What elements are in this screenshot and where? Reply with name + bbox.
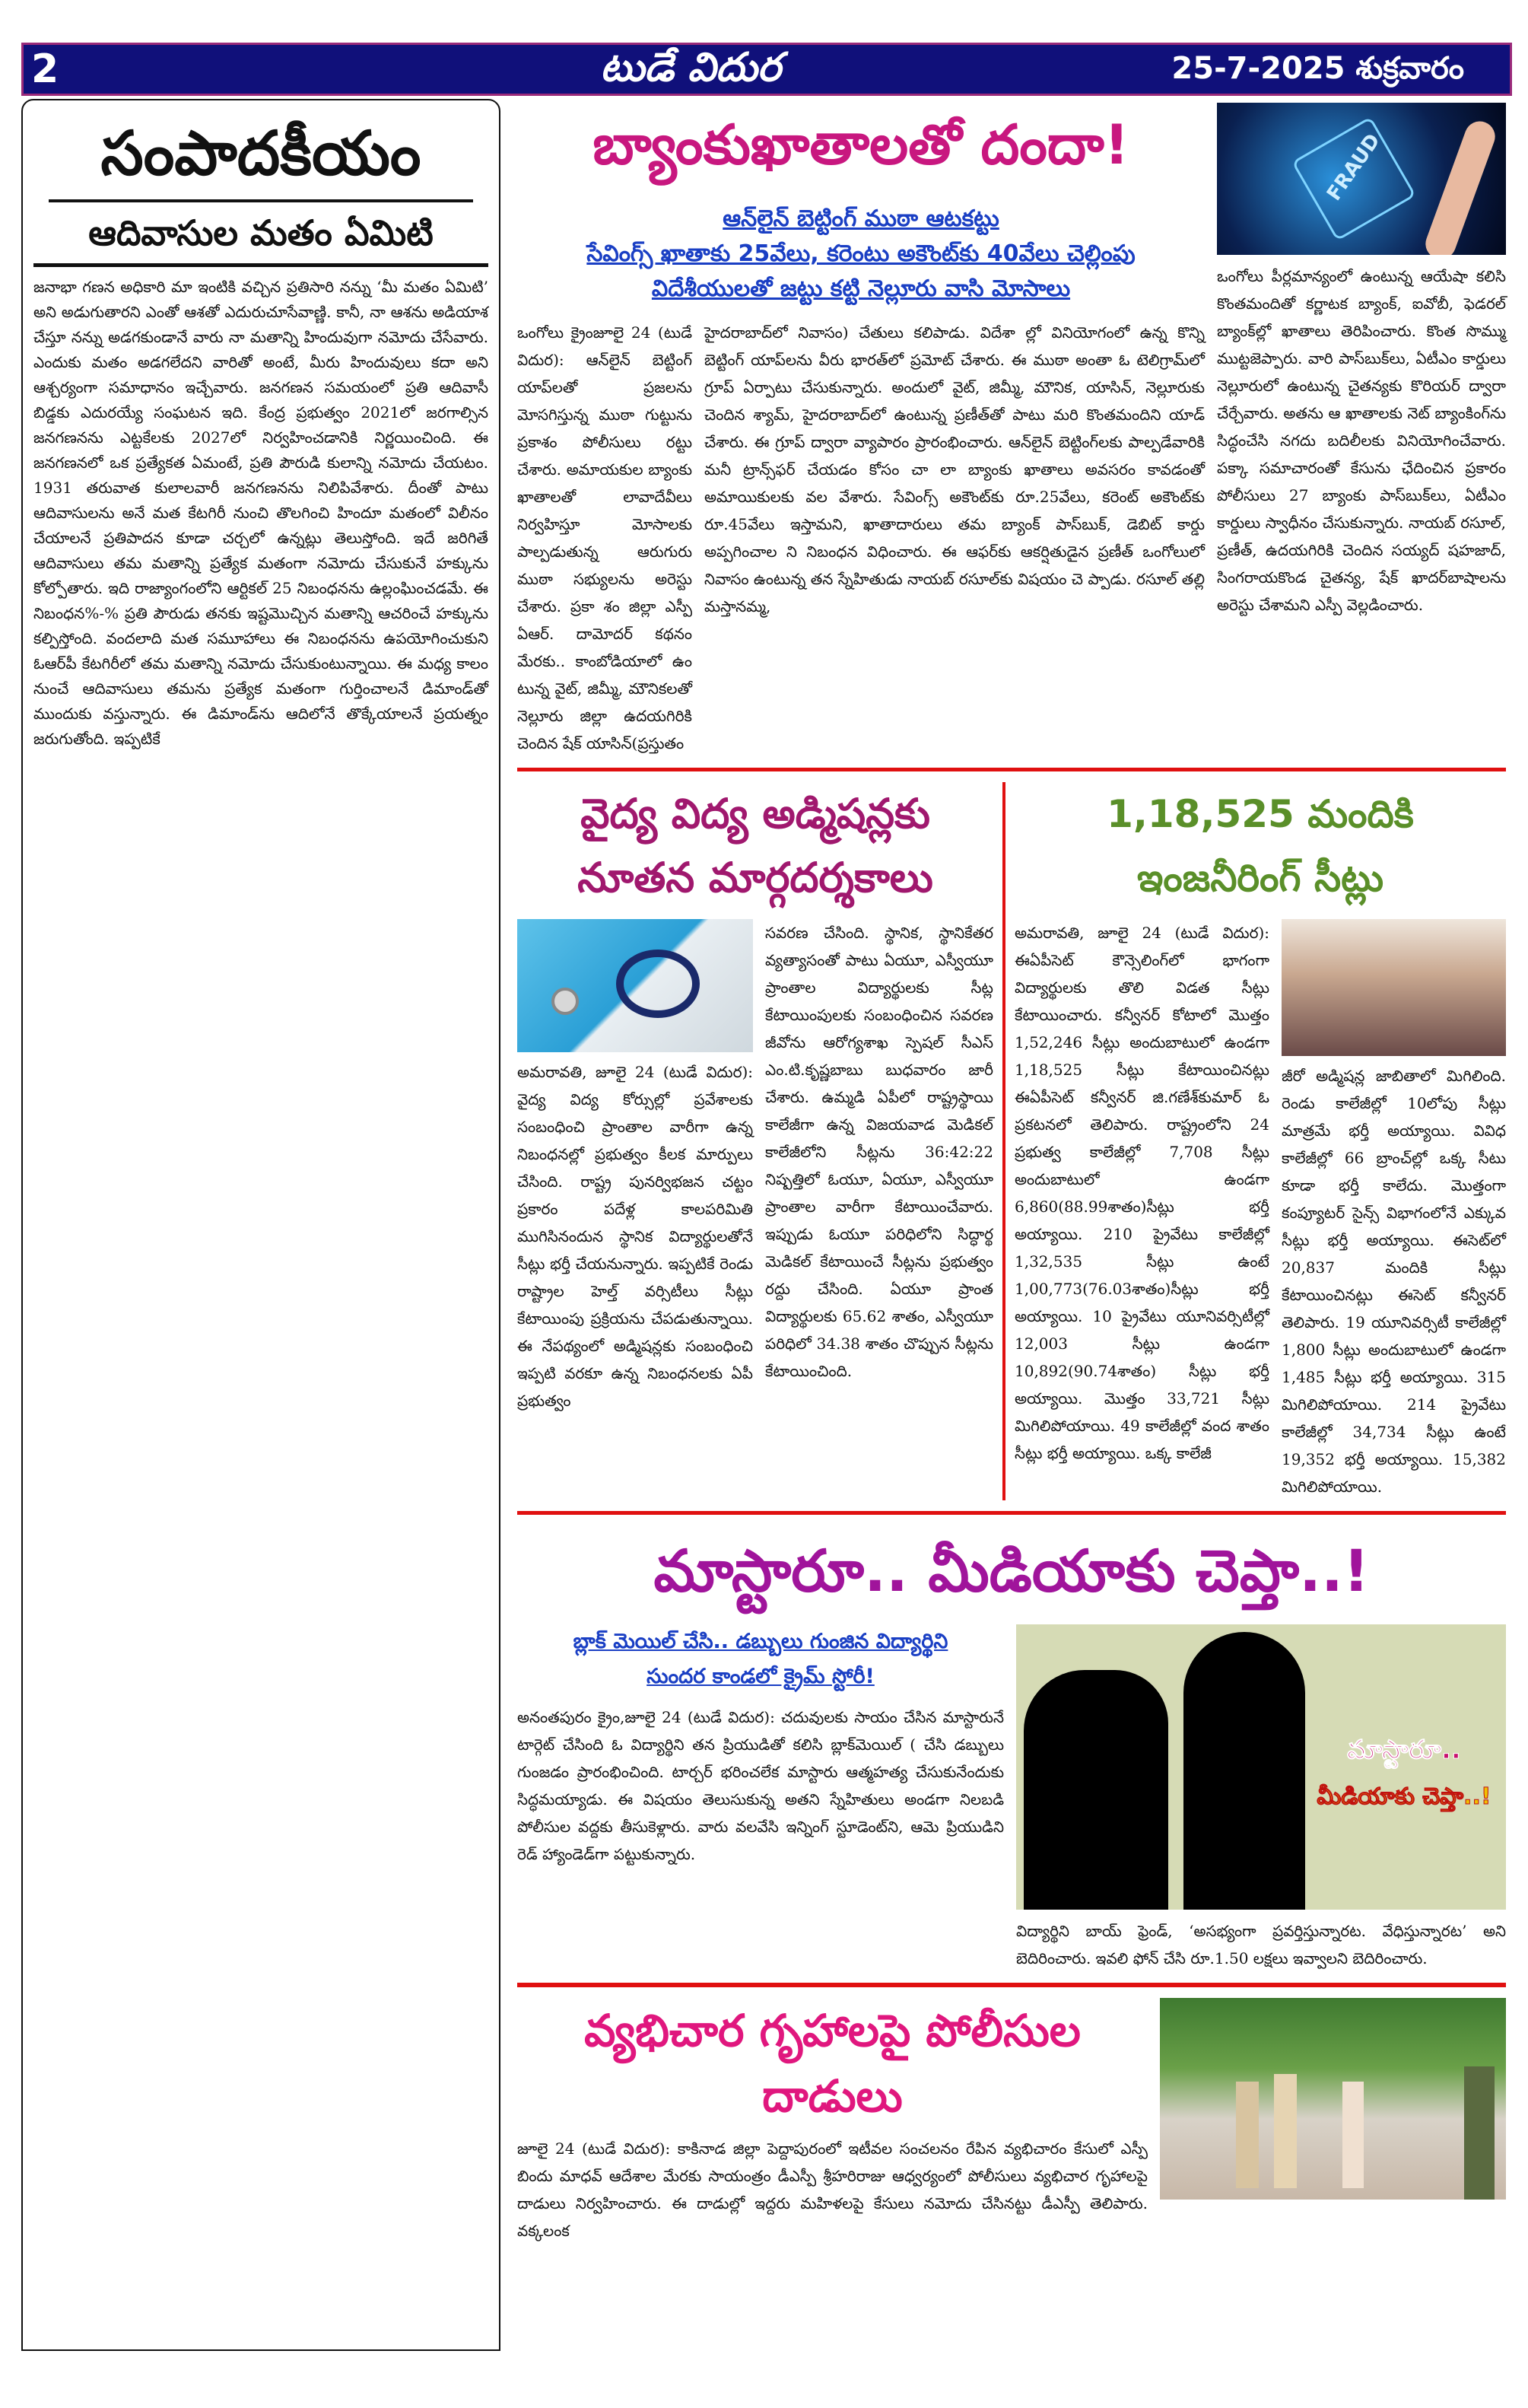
education-section (517, 782, 1506, 1500)
raid-story-headline: వ్యభిచార గృహాలపై పోలీసుల దాడులు (584, 2005, 1081, 2122)
medical-left (517, 919, 753, 1414)
bank-story-columns (517, 319, 1205, 757)
fraud-photo-text: FRAUD (1322, 129, 1385, 205)
bank-story-subheads (517, 202, 1205, 307)
medical-story (517, 782, 1005, 1500)
raid-story (517, 1998, 1506, 2244)
section-divider (517, 1511, 1506, 1515)
fraud-photo (1217, 103, 1506, 255)
bank-story-col3: ఒంగోలు పీర్లమాన్యంలో ఉంటున్న ఆయేషా కలిసి కొంతమందితో కర్ణాటక బ్యాంక్, ఐవోబీ, ఫెడరల్ బ్యాంక్‌ల్లో ఖాతాలు తెరిపించారు. కొంత సొమ్ము ముట్టజెప్పారు. వారి పాస్‌బుక్‌లు, ఏటీఎం కార్డులు నెల్లూరులో ఉంటున్న చైతన్యకు కొరియర్ ద్వారా చేర్చేవారు. అతను ఆ ఖాతాలకు నెట్ బ్యాంకింగ్‌ను సిద్ధంచేసి నగదు బదిలీలకు వినియోగించేవారు. పక్కా సమాచారంతో కేసును ఛేదించిన ప్రకారం పోలీసులు 27 బ్యాంకు పాస్‌బుక్‌లు, ఏటీఎం కార్డులు స్వాధీనం చేసుకున్నారు. నాయబ్ రసూల్, ప్రణీత్, ఉదయగిరికి చెందిన సయ్యద్ షహజాద్, సింగరాయకొండ చైతన్య, షేక్ ఖాదర్‌బాషాలను అరెస్టు చేశామని ఎస్పీ వెల్లడించారు. (1217, 267, 1506, 614)
engineering-col2: జీరో అడ్మిషన్ల జాబితాలో మిగిలింది. రెండు కాలేజీల్లో 10లోపు సీట్లు మాత్రమే భర్తీ అయ్యాయి. వివిధ కాలేజీల్లో 66 బ్రాంచ్‌ల్లో ఒక్క సీటు కూడా భర్తీ కాలేదు. మొత్తంగా కంప్యూటర్ సైన్స్ విభాగంలోనే ఎక్కువ సీట్లు భర్తీ అయ్యాయి. ఈసెట్‌లో 20,837 మందికి సీట్లు కేటాయించినట్లు ఈసెట్ కన్వీనర్ తెలిపారు. 19 యూనివర్సిటీ కాలేజీల్లో 1,800 సీట్లు అందుబాటులో ఉండగా 1,485 సీట్లు భర్తీ అయ్యాయి. 315 మిగిలిపోయాయి. 214 ప్రైవేటు కాలేజీల్లో 34,734 సీట్లు ఉంటే 19,352 భర్తీ అయ్యాయి. 15,382 మిగిలిపోయాయి. (1282, 1067, 1506, 1496)
police-figure (1236, 2082, 1259, 2188)
page-number: 2 (31, 46, 59, 92)
section-divider (517, 768, 1506, 771)
engineering-headline-line2: ఇంజనీరింగ్ సీట్లు (1136, 856, 1383, 900)
paper-name: టుడే విదుర (600, 45, 781, 91)
masthead (21, 43, 1512, 96)
teacher-right (1016, 1624, 1506, 1972)
editorial-body: జనాభా గణన అధికారి మా ఇంటికి వచ్చిన ప్రతిసారి నన్ను ‘మీ మతం ఏమిటి’ అని అడుగుతారని ఎంతో ఆశతో ఎదురుచూసేవాణ్ణి. కానీ, నా ఆశను అడియాశ చేస్తూ నన్ను అడగకుండానే వారు నా మతాన్ని హిందువుగా నమోదు చేసేవారు. ఎందుకు మతం అడగలేదని వారితో అంటే, మీరు హిందువులు కదా అని ఆశ్చర్యంగా సమాధానం ఇచ్చేవారు. జనగణన సమయంలో ప్రతి ఆదివాసీ బిడ్డకు ఎదురయ్యే సంఘటన ఇది. కేంద్ర ప్రభుత్వం 2021లో జరగాల్సిన జనగణనను ఎట్టకేలకు 2027లో నిర్వహించడానికి నిర్ణయించింది. ఈ జనగణనలో ఒక ప్రత్యేకత ఏమంటే, ప్రతి పౌరుడి కులాన్ని నమోదు చేయటం. 1931 తరువాత కులాలవారీ జనగణనను నిలిపివేశారు. దీంతో పాటు ఆదివాసులను అనే మత కేటగిరీ నుంచి తొలగించి హిందూ మతంలో విలీనం చేయాలనే ప్రతిపాదన కూడా చర్చలో ఉన్నట్లు తెలుస్తోంది. ఇదే జరిగితే ఆదివాసులు తమ మతాన్ని ప్రత్యేక మతంగా నమోదు చేసుకునే హక్కును కోల్పోతారు. ఇది రాజ్యాంగంలోని ఆర్టికల్ 25 నిబంధనను ఉల్లంఘించడమే. ఈ నిబంధన%-% ప్రతి పౌరుడు తనకు ఇష్టమొచ్చిన మతాన్ని ఆచరించే హక్కును కల్పిస్తోంది. వందలాది మత సమూహాలు ఈ నిబంధనను ఉపయోగించుకుని ఓఆర్‌పీ కేటగిరీలో తమ మతాన్ని నమోదు చేసుకుంటున్నాయి. ఈ మధ్య కాలం నుంచే ఆదివాసులు తమను ప్రత్యేక మతంగా గుర్తించాలనే డిమాండ్‌తో ముందుకు వస్తున్నారు. ఈ డిమాండ్‌ను ఆదిలోనే తొక్కేయాలనే ప్రయత్నం జరుగుతోంది. ఇప్పటికే (33, 278, 488, 748)
editorial-column (21, 99, 500, 2351)
stethoscope-icon (616, 950, 700, 1018)
police-raid-photo (1160, 1998, 1506, 2200)
teacher-subhead: సుందర కాండలో క్రైమ్ స్టోరీ! (646, 1665, 875, 1688)
editorial-section-title: సంపాదకీయం (49, 108, 473, 202)
bank-story-headline: బ్యాంకుఖాతాలతో దందా! (592, 113, 1129, 177)
silhouette-photo (1016, 1624, 1506, 1910)
medical-columns (517, 919, 993, 1414)
teacher-story (517, 1624, 1506, 1972)
medical-headline-line1: వైద్య విద్య అడ్మిషన్లకు (580, 790, 930, 838)
finger-icon (1422, 117, 1500, 255)
bank-story (517, 103, 1506, 757)
students-photo (1282, 919, 1506, 1056)
police-figure (1274, 2074, 1297, 2188)
photo-caption-line1: మాస్టారూ.. (1347, 1735, 1461, 1765)
main-news-area (517, 103, 1506, 2244)
issue-date: 25-7-2025 శుక్రవారం (1171, 51, 1464, 86)
editorial-headline: ఆదివాసుల మతం ఏమిటి (33, 202, 488, 267)
police-figure (1464, 2066, 1495, 2200)
bank-story-side (1217, 103, 1506, 619)
teacher-col1: అనంతపురం క్రైం,జూలై 24 (టుడే విదుర): చదువులకు సాయం చేసిన మాస్టారునే టార్గెట్ చేసింది ఓ విద్యార్థిని తన ప్రియుడితో కలిసి బ్లాక్‌మెయిల్ ( చేసి డబ్బులు గుంజడం ప్రారంభించింది. టార్చర్ భరించలేక మాస్టారు ఆత్మహత్య చేసుకునేందుకు సిద్ధమయ్యాడు. ఈ విషయం తెలుసుకున్న అతని స్నేహితులు అండగా నిలబడి పోలీసుల వద్దకు తీసుకెళ్లారు. వారు వలవేసి ఇన్నింగ్ స్టూడెంట్‌ని, ఆమె ప్రియుడిని రెడ్ హ్యాండెడ్‌గా పట్టుకున్నారు. (517, 1708, 1004, 1863)
police-figure (1342, 2082, 1364, 2188)
engineering-columns (1015, 919, 1506, 1500)
section-divider (517, 1983, 1506, 1987)
bank-story-col2: హైదరాబాద్‌లో నివాసం) చేతులు కలిపాడు. విదేశా ల్లో వినియోగంలో ఉన్న కొన్ని బెట్టింగ్ యాప్‌లను వీరు భారత్‌లో ప్రమోట్ చేశారు. ఈ ముఠా అంతా ఓ టెలిగ్రామ్‌లో గ్రూప్ ఏర్పాటు చేసుకున్నారు. అందులో వైట్, జిమ్మీ, మౌనిక, యాసిన్, నెల్లూరుకు చెందిన శ్యామ్, హైదరాబాద్‌లో ఉంటున్న ప్రణీత్‌తో పాటు మరి కొంతమందిని యాడ్ చేశారు. ఈ గ్రూప్ ద్వారా వ్యాపారం ప్రారంభించారు. ఆన్‌లైన్ బెట్టింగ్‌లకు పాల్పడేవారికి మనీ ట్రాన్స్‌ఫర్ చేయడం కోసం చా లా బ్యాంకు ఖాతాలు అవసరం కావడంతో అమాయికులకు వల వేశారు. సేవింగ్స్ అకౌంట్‌కు రూ.25వేలు, కరెంట్ అకౌంట్‌కు రూ.45వేలు ఇస్తామని, ఖాతాదారులు తమ బ్యాంక్ పాస్‌బుక్, డెబిట్ కార్డు అప్పగించాల ని నిబంధన విధించారు. ఈ ఆఫర్‌కు ఆకర్షితుడైన ప్రణీత్ ఒంగోలులో నివాసం ఉంటున్న తన స్నేహితుడు నాయబ్ రసూల్‌కు విషయం చె ప్పాడు. రసూల్ తల్లి మస్తానమ్మ, (704, 323, 1205, 616)
raid-left (517, 1998, 1148, 2244)
medical-col1: అమరావతి, జూలై 24 (టుడే విదుర): వైద్య విద్య కోర్సుల్లో ప్రవేశాలకు సంబంధించి ప్రాంతాల వారీగా ఉన్న నిబంధనల్లో ప్రభుత్వం కీలక మార్పులు చేసింది. రాష్ట్ర పునర్విభజన చట్టం ప్రకారం పదేళ్ల కాలపరిమితి ముగిసినందున స్థానిక విద్యార్థులతోనే సీట్లు భర్తీ చేయనున్నారు. ఇప్పటికే రెండు రాష్ట్రాల హెల్త్ వర్సిటీలు సీట్లు కేటాయింపు ప్రక్రియను చేపడుతున్నాయి. ఈ నేపథ్యంలో అడ్మిషన్లకు సంబంధించి ఇప్పటి వరకూ ఉన్న నిబంధనలకు ఏపీ ప్రభుత్వం (517, 1063, 753, 1410)
engineering-headline-line1: 1,18,525 మందికి (1107, 792, 1414, 836)
photo-caption-line2: మీడియాకు చెప్తా..! (1317, 1783, 1491, 1810)
bank-story-col1: ఒంగోలు క్రైంజూలై 24 (టుడే విదుర): ఆన్‌లైన్ బెట్టింగ్ యాప్‌లతో ప్రజలను మోసగిస్తున్న ముఠా గుట్టును ప్రకాశం పోలీసులు రట్టు చేశారు. అమాయకుల బ్యాంకు ఖాతాలతో లావాదేవీలు నిర్వహిస్తూ మోసాలకు పాల్పడుతున్న ఆరుగురు ముఠా సభ్యులను అరెస్టు చేశారు. ప్రకా శం జిల్లా ఎస్పీ ఏఆర్. దామోదర్ కథనం మేరకు.. కాంబోడియాలో ఉం టున్న వైట్, జిమ్మీ, మౌనికలతో నెల్లూరు జిల్లా ఉదయగిరికి చెందిన షేక్ యాసిన్(ప్రస్తుతం (517, 323, 692, 752)
teacher-subhead: బ్లాక్ మెయిల్ చేసి.. డబ్బులు గుంజిన విద్యార్థిని (573, 1630, 948, 1653)
bank-subhead: సేవింగ్స్ ఖాతాకు 25వేలు, కరెంటు అకౌంట్‌కు 40వేలు చెల్లింపు (586, 240, 1136, 267)
stethoscope-photo (517, 919, 753, 1052)
silhouette-left (1024, 1670, 1168, 1910)
medical-headline-line2: నూతన మార్గదర్శకాలు (577, 854, 933, 902)
teacher-col2: విద్యార్థిని బాయ్ ఫ్రెండ్, ‘అసభ్యంగా ప్రవర్తిస్తున్నారట. వేధిస్తున్నారట’ అని బెదిరించారు. ఇవలి ఫోన్ చేసి రూ.1.50 లక్షలు ఇవ్వాలని బెదిరించారు. (1016, 1922, 1506, 1967)
teacher-story-headline: మాస్టారూ.. మీడియాకు చెప్తా..! (653, 1537, 1370, 1605)
engineering-col1: అమరావతి, జూలై 24 (టుడే విదుర): ఈఏపీసెట్ కౌన్సెలింగ్‌లో భాగంగా విద్యార్థులకు తొలి విడత సీట్లు కేటాయించారు. కన్వీనర్ కోటాలో మొత్తం 1,52,246 సీట్లు అందుబాటులో ఉండగా 1,18,525 సీట్లు కేటాయించినట్లు ఈఏపీసెట్ కన్వీనర్ జి.గణేశ్‌కుమార్ ఓ ప్రకటనలో తెలిపారు. రాష్ట్రంలోని 24 ప్రభుత్వ కాలేజీల్లో 7,708 సీట్లు అందుబాటులో ఉండగా 6,860(88.99శాతం)సీట్లు భర్తీ అయ్యాయి. 210 ప్రైవేటు కాలేజీల్లో 1,32,535 సీట్లు ఉంటే 1,00,773(76.03శాతం)సీట్లు భర్తీ అయ్యాయి. 10 ప్రైవేటు యూనివర్సిటీల్లో 12,003 సీట్లు ఉండగా 10,892(90.74శాతం) సీట్లు భర్తీ అయ్యాయి. మొత్తం 33,721 సీట్లు మిగిలిపోయాయి. 49 కాలేజీల్లో వంద శాతం సీట్లు భర్తీ అయ్యాయి. ఒక్క కాలేజీ (1015, 924, 1269, 1462)
engineering-story (1005, 782, 1506, 1500)
raid-body: జూలై 24 (టుడే విదుర): కాకినాడ జిల్లా పెద్దాపురంలో ఇటీవల సంచలనం రేపిన వ్యభిచారం కేసులో ఎస్పీ బిందు మాధవ్ ఆదేశాల మేరకు సాయంత్రం డీఎస్పీ శ్రీహరిరాజు ఆధ్వర్యంలో పోలీసులు వ్యభిచార గృహాలపై దాడులు నిర్వహించారు. ఈ దాడుల్లో ఇద్దరు మహిళలపై కేసులు నమోదు చేసినట్టు డీఎస్పీ తెలిపారు. వక్కలంక (517, 2139, 1148, 2240)
silhouette-right (1183, 1632, 1305, 1910)
teacher-subheads (517, 1624, 1004, 1694)
medical-col2: సవరణ చేసింది. స్థానిక, స్థానికేతర వ్యత్యాసంతో పాటు ఏయూ, ఎస్వీయూ ప్రాంతాల విద్యార్థులకు సీట్ల కేటాయింపులకు సంబంధించిన సవరణ జీవోను ఆరోగ్యశాఖ స్పెషల్ సీఎస్ ఎం.టి.కృష్ణబాబు బుధవారం జారీ చేశారు. ఉమ్మడి ఏపీలో రాష్ట్రస్థాయి కాలేజీగా ఉన్న విజయవాడ మెడికల్ కాలేజీలోని సీట్లను 36:42:22 నిష్పత్తిలో ఓయూ, ఏయూ, ఎస్వీయూ ప్రాంతాల వారీగా కేటాయించేవారు. ఇప్పుడు ఓయూ పరిధిలోని సిద్ధార్థ మెడికల్ కేటాయించే సీట్లను ప్రభుత్వం రద్దు చేసింది. ఏయూ ప్రాంత విద్యార్థులకు 65.62 శాతం, ఎస్వీయూ పరిధిలో 34.38 శాతం చొప్పున సీట్లను కేటాయించింది. (765, 924, 993, 1380)
bank-subhead: విదేశీయులతో జట్టు కట్టి నెల్లూరు వాసి మోసాలు (651, 275, 1071, 302)
bank-story-main (517, 103, 1205, 757)
teacher-left (517, 1624, 1004, 1868)
engineering-right (1282, 919, 1506, 1500)
bank-subhead: ఆన్‌లైన్ బెట్టింగ్ ముఠా ఆటకట్టు (723, 205, 999, 232)
chestpiece-icon (551, 988, 579, 1015)
